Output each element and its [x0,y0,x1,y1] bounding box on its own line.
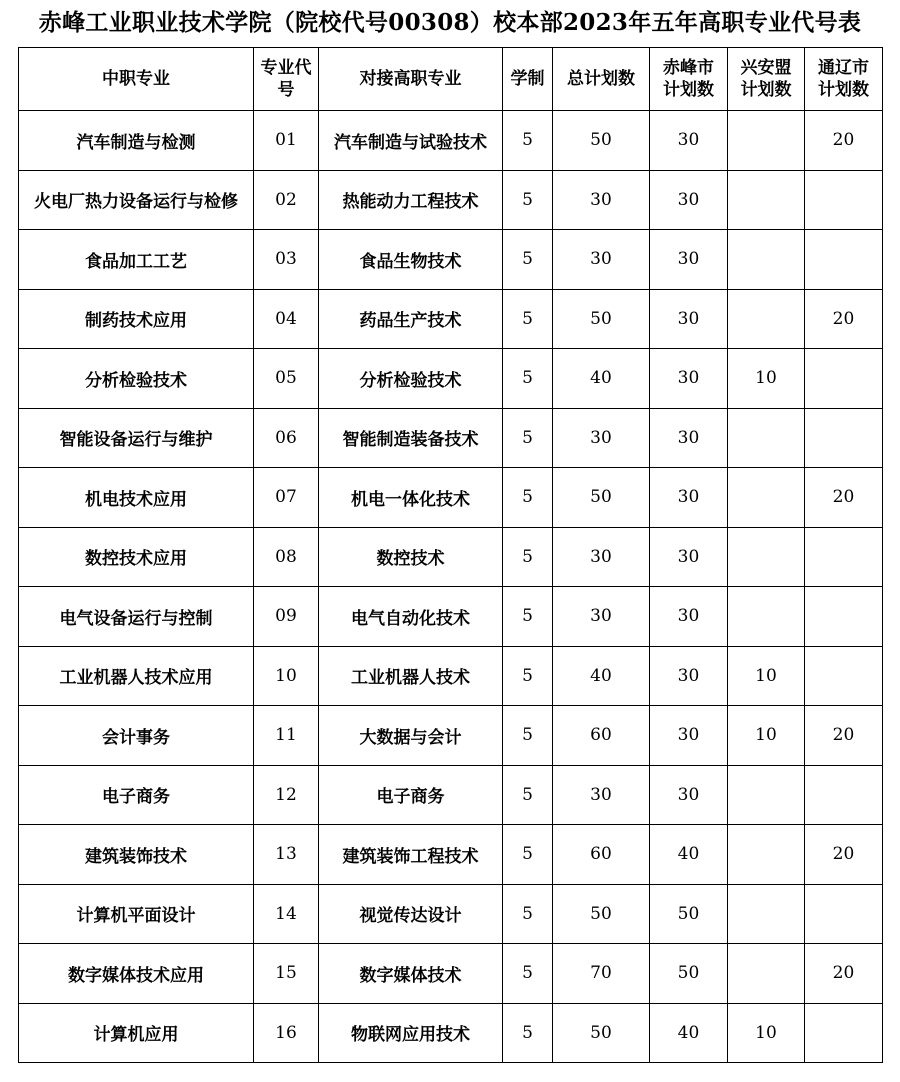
major-code-table [18,47,883,1063]
cell-code: 11 [254,706,319,766]
cell-higher-major: 电气自动化技术 [319,587,503,647]
cell-xinganmeng [728,825,805,885]
table-header-row [19,48,883,111]
cell-tongliao: 20 [805,944,883,1004]
cell-xinganmeng: 10 [728,1003,805,1063]
cell-higher-major: 分析检验技术 [319,349,503,409]
cell-code: 02 [254,170,319,230]
cell-secondary-major: 计算机应用 [19,1003,254,1063]
header-code [254,48,319,111]
cell-higher-major: 智能制造装备技术 [319,408,503,468]
table-row [19,587,883,647]
cell-secondary-major: 制药技术应用 [19,289,254,349]
cell-code: 13 [254,825,319,885]
cell-secondary-major: 会计事务 [19,706,254,766]
cell-chifeng: 30 [650,111,728,171]
cell-tongliao [805,170,883,230]
table-row [19,527,883,587]
cell-total: 30 [553,527,650,587]
cell-tongliao [805,408,883,468]
cell-tongliao [805,527,883,587]
table-row [19,170,883,230]
cell-secondary-major: 数字媒体技术应用 [19,944,254,1004]
cell-code: 12 [254,765,319,825]
cell-years: 5 [503,170,553,230]
cell-higher-major: 工业机器人技术 [319,646,503,706]
cell-tongliao [805,646,883,706]
cell-years: 5 [503,230,553,290]
cell-total: 50 [553,289,650,349]
header-chifeng-line1: 赤峰市 [663,58,714,78]
table-row [19,706,883,766]
cell-higher-major: 数字媒体技术 [319,944,503,1004]
cell-tongliao: 20 [805,825,883,885]
cell-years: 5 [503,349,553,409]
cell-higher-major: 汽车制造与试验技术 [319,111,503,171]
cell-code: 08 [254,527,319,587]
table-row [19,825,883,885]
cell-chifeng: 30 [650,349,728,409]
header-higher-major: 对接高职专业 [319,48,503,111]
header-tongliao-line2: 计划数 [818,80,869,100]
cell-code: 16 [254,1003,319,1063]
cell-code: 09 [254,587,319,647]
header-xinganmeng [728,48,805,111]
cell-tongliao [805,230,883,290]
cell-years: 5 [503,527,553,587]
cell-tongliao [805,884,883,944]
cell-years: 5 [503,1003,553,1063]
cell-xinganmeng [728,170,805,230]
table-row [19,349,883,409]
cell-higher-major: 机电一体化技术 [319,468,503,528]
cell-xinganmeng: 10 [728,646,805,706]
cell-secondary-major: 电子商务 [19,765,254,825]
cell-xinganmeng: 10 [728,706,805,766]
cell-code: 03 [254,230,319,290]
cell-chifeng: 30 [650,527,728,587]
cell-tongliao [805,1003,883,1063]
table-row [19,884,883,944]
cell-total: 50 [553,884,650,944]
cell-higher-major: 热能动力工程技术 [319,170,503,230]
cell-chifeng: 30 [650,230,728,290]
cell-xinganmeng [728,289,805,349]
cell-higher-major: 大数据与会计 [319,706,503,766]
cell-chifeng: 30 [650,706,728,766]
cell-chifeng: 30 [650,468,728,528]
cell-years: 5 [503,944,553,1004]
header-years: 学制 [503,48,553,111]
cell-chifeng: 30 [650,765,728,825]
cell-xinganmeng [728,408,805,468]
cell-higher-major: 食品生物技术 [319,230,503,290]
cell-code: 01 [254,111,319,171]
cell-code: 06 [254,408,319,468]
cell-chifeng: 50 [650,944,728,1004]
cell-total: 60 [553,825,650,885]
cell-code: 15 [254,944,319,1004]
cell-tongliao: 20 [805,111,883,171]
cell-secondary-major: 计算机平面设计 [19,884,254,944]
header-tongliao [805,48,883,111]
cell-years: 5 [503,289,553,349]
cell-years: 5 [503,587,553,647]
cell-chifeng: 30 [650,587,728,647]
cell-xinganmeng [728,765,805,825]
cell-secondary-major: 火电厂热力设备运行与检修 [19,170,254,230]
cell-code: 10 [254,646,319,706]
cell-total: 30 [553,765,650,825]
header-xinganmeng-line1: 兴安盟 [740,58,792,78]
cell-xinganmeng [728,527,805,587]
header-xinganmeng-line2: 计划数 [740,80,792,100]
cell-years: 5 [503,111,553,171]
table-row [19,1003,883,1063]
cell-tongliao [805,587,883,647]
cell-total: 40 [553,646,650,706]
cell-xinganmeng [728,884,805,944]
cell-secondary-major: 分析检验技术 [19,349,254,409]
cell-secondary-major: 智能设备运行与维护 [19,408,254,468]
table-row [19,944,883,1004]
cell-chifeng: 30 [650,170,728,230]
cell-total: 50 [553,111,650,171]
cell-secondary-major: 汽车制造与检测 [19,111,254,171]
cell-code: 04 [254,289,319,349]
header-code-line1: 专业代 [260,58,312,78]
cell-total: 30 [553,408,650,468]
cell-higher-major: 药品生产技术 [319,289,503,349]
cell-higher-major: 视觉传达设计 [319,884,503,944]
table-row [19,111,883,171]
cell-code: 05 [254,349,319,409]
cell-years: 5 [503,468,553,528]
cell-total: 30 [553,170,650,230]
header-chifeng [650,48,728,111]
cell-chifeng: 30 [650,289,728,349]
cell-secondary-major: 数控技术应用 [19,527,254,587]
cell-years: 5 [503,646,553,706]
cell-xinganmeng [728,230,805,290]
header-code-line2: 号 [277,80,295,100]
page-title: 赤峰工业职业技术学院（院校代号00308）校本部2023年五年高职专业代号表 [38,9,862,36]
cell-secondary-major: 食品加工工艺 [19,230,254,290]
cell-total: 60 [553,706,650,766]
cell-xinganmeng [728,587,805,647]
table-row [19,408,883,468]
cell-higher-major: 数控技术 [319,527,503,587]
cell-years: 5 [503,884,553,944]
cell-total: 30 [553,230,650,290]
cell-tongliao: 20 [805,289,883,349]
cell-tongliao: 20 [805,706,883,766]
header-chifeng-line2: 计划数 [663,80,714,100]
cell-total: 30 [553,587,650,647]
cell-higher-major: 物联网应用技术 [319,1003,503,1063]
table-row [19,289,883,349]
table-body [19,111,883,1063]
cell-total: 40 [553,349,650,409]
cell-total: 50 [553,468,650,528]
header-total: 总计划数 [553,48,650,111]
cell-xinganmeng: 10 [728,349,805,409]
header-tongliao-line1: 通辽市 [818,58,869,78]
cell-higher-major: 电子商务 [319,765,503,825]
cell-secondary-major: 机电技术应用 [19,468,254,528]
cell-years: 5 [503,408,553,468]
cell-chifeng: 40 [650,1003,728,1063]
cell-tongliao [805,349,883,409]
cell-chifeng: 30 [650,646,728,706]
table-row [19,646,883,706]
cell-higher-major: 建筑装饰工程技术 [319,825,503,885]
cell-tongliao [805,765,883,825]
cell-chifeng: 40 [650,825,728,885]
cell-secondary-major: 工业机器人技术应用 [19,646,254,706]
cell-tongliao: 20 [805,468,883,528]
cell-code: 14 [254,884,319,944]
cell-total: 50 [553,1003,650,1063]
cell-total: 70 [553,944,650,1004]
cell-secondary-major: 建筑装饰技术 [19,825,254,885]
cell-years: 5 [503,706,553,766]
cell-xinganmeng [728,468,805,528]
cell-years: 5 [503,765,553,825]
table-row [19,468,883,528]
cell-xinganmeng [728,944,805,1004]
table-row [19,765,883,825]
header-secondary-major: 中职专业 [19,48,254,111]
cell-years: 5 [503,825,553,885]
cell-chifeng: 50 [650,884,728,944]
cell-code: 07 [254,468,319,528]
cell-xinganmeng [728,111,805,171]
cell-secondary-major: 电气设备运行与控制 [19,587,254,647]
table-row [19,230,883,290]
cell-chifeng: 30 [650,408,728,468]
